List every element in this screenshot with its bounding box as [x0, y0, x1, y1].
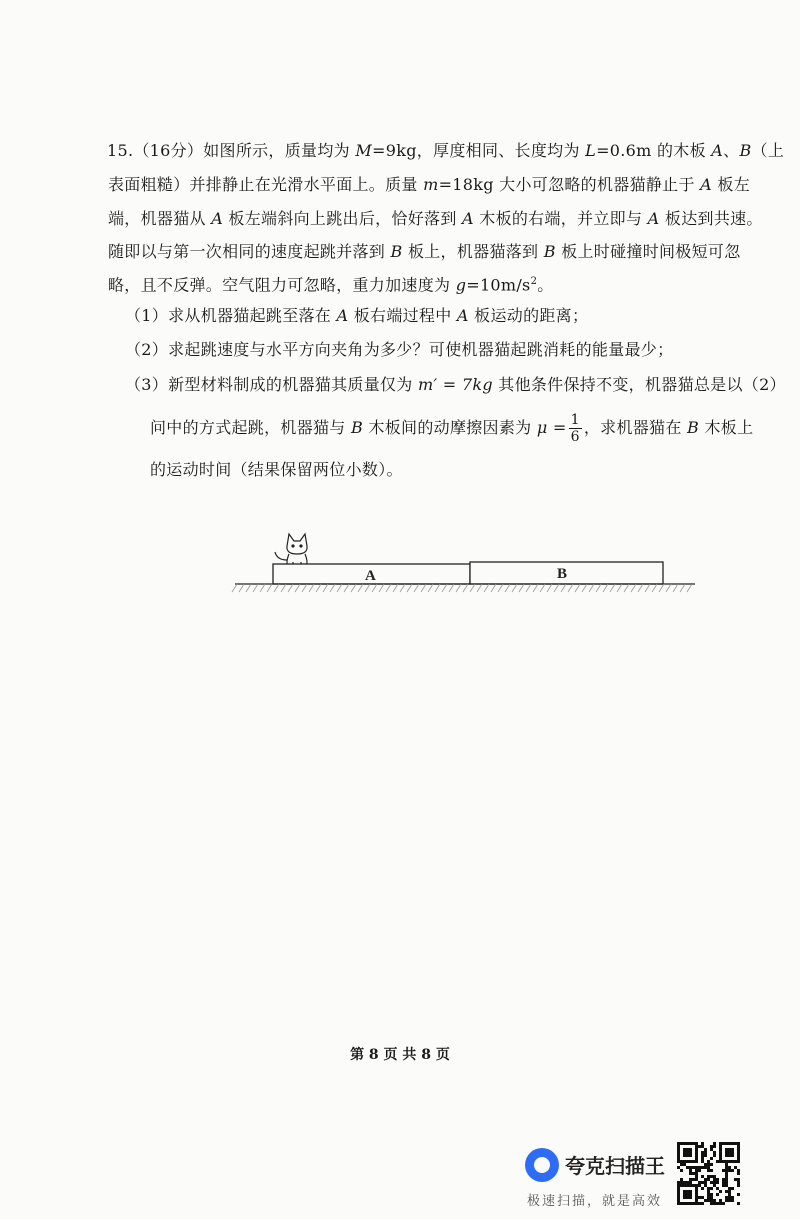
scanner-slogan: 极速扫描，就是高效	[527, 1194, 663, 1209]
quark-logo-icon	[525, 1148, 559, 1182]
sub-question-2: （2）求起跳速度与水平方向夹角为多少？可使机器猫起跳消耗的能量最少；	[125, 340, 674, 359]
fraction-one-sixth: $\frac{1}{6}$	[570, 412, 580, 445]
scanner-brand-name: 夸克扫描王	[565, 1154, 665, 1178]
robot-cat-icon	[275, 534, 307, 566]
question-number: 15.	[107, 141, 134, 160]
page-number: 第 8 页 共 8 页	[350, 1047, 450, 1063]
question-line-5: 略，且不反弹。空气阻力可忽略，重力加速度为 $g=10m/s^2$。	[108, 275, 554, 295]
sub-question-1: （1）求从机器猫起跳至落在 A 板右端过程中 A 板运动的距离；	[125, 306, 589, 325]
question-line-4: 随即以与第一次相同的速度起跳并落到 B 板上，机器猫落到 B 板上时碰撞时间极短可忽	[108, 242, 741, 261]
boards-figure	[225, 520, 705, 610]
board-b-label: B	[557, 566, 568, 582]
page-footer	[0, 1044, 800, 1064]
sub-question-3-line-3: 的运动时间（结果保留两位小数）。	[150, 460, 403, 479]
sub-question-3-line-2: 问中的方式起跳，机器猫与 B 木板间的动摩擦因素为 μ = $\frac{1}{6}$ ，求机器猫在 B 木板上	[150, 412, 754, 445]
question-line-2: 表面粗糙）并排静止在光滑水平面上。质量 m=18kg 大小可忽略的机器猫静止于 A 板左	[108, 175, 751, 194]
qr-code-icon	[676, 1140, 740, 1208]
sub-question-3: （3）新型材料制成的机器猫其质量仅为 m′ = 7kg 其他条件保持不变，机器猫总是以（2）	[125, 375, 786, 394]
question-line-1: 15.（16分）如图所示，质量均为 M=9kg，厚度相同、长度均为 L=0.6m 的木板 A、B（上	[107, 141, 785, 160]
question-line-3: 端，机器猫从 A 板左端斜向上跳出后，恰好落到 A 木板的右端，并立即与 A 板达到共速。	[108, 209, 763, 228]
hatched-ground-icon	[232, 584, 692, 592]
board-a-label: A	[365, 568, 376, 584]
